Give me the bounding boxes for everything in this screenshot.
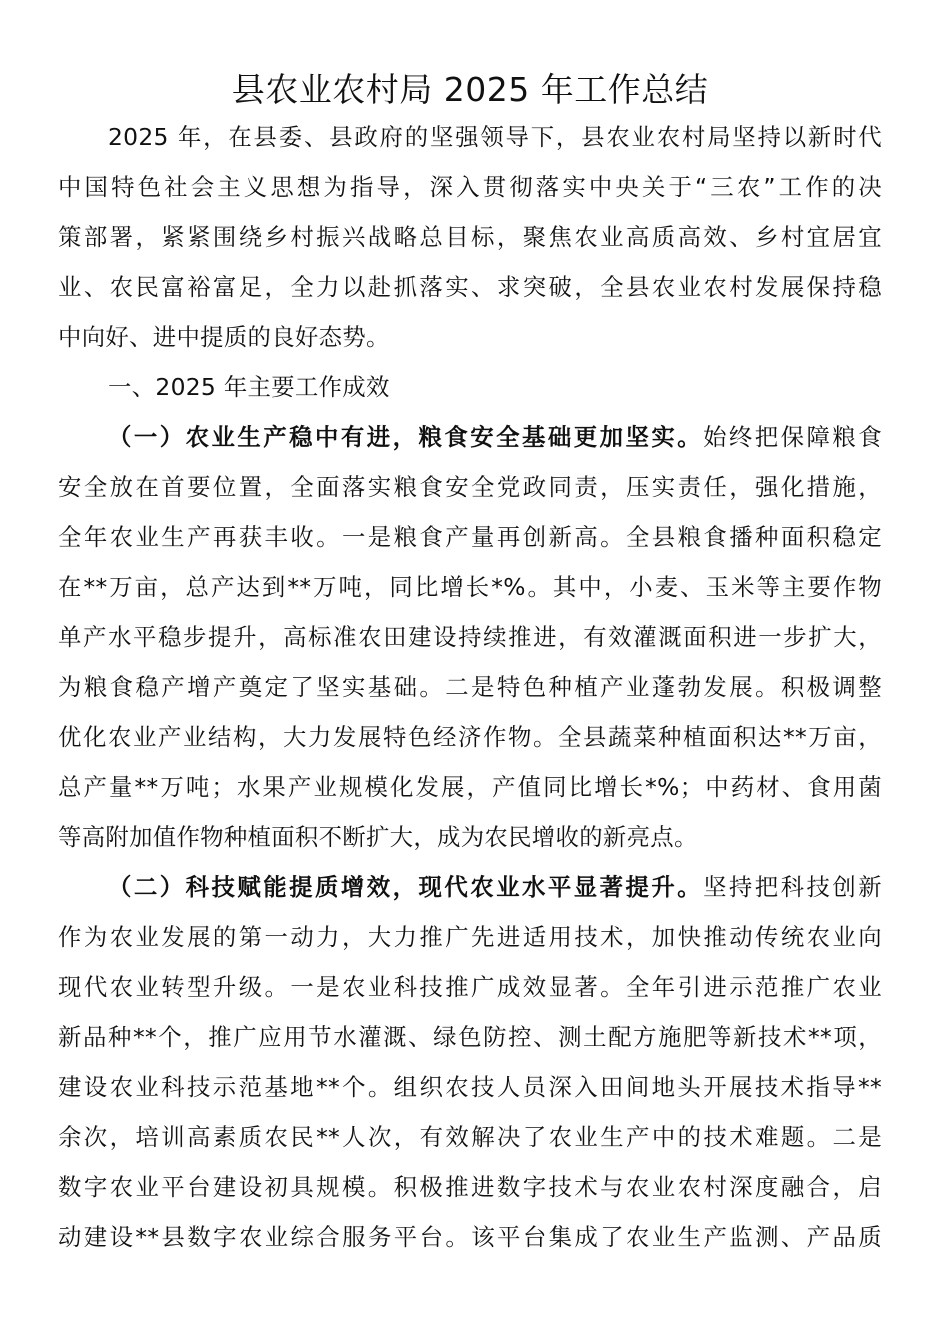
subsection-2-lead-text: 坚持把科技创新 — [703, 873, 882, 901]
text-line: 数字农业平台建设初具规模。积极推进数字技术与农业农村深度融合，启 — [58, 1173, 882, 1201]
subsection-2-heading: （二）科技赋能提质增效，现代农业水平显著提升。 — [108, 873, 704, 901]
subsection-1-paragraph — [58, 412, 882, 862]
text-line: 余次，培训高素质农民**人次，有效解决了农业生产中的技术难题。二是 — [58, 1123, 882, 1151]
text-line: 业、农民富裕富足，全力以赴抓落实、求突破，全县农业农村发展保持稳 — [58, 273, 882, 301]
subsection-1-lead-text: 始终把保障粮食 — [703, 423, 882, 451]
document-title: 县农业农村局 2025 年工作总结 — [231, 70, 709, 109]
text-line: 现代农业转型升级。一是农业科技推广成效显著。全年引进示范推广农业 — [58, 973, 882, 1001]
subsection-1-heading: （一）农业生产稳中有进，粮食安全基础更加坚实。 — [108, 423, 704, 451]
text-line: 优化农业产业结构，大力发展特色经济作物。全县蔬菜种植面积达**万亩， — [58, 723, 882, 751]
text-line: 安全放在首要位置，全面落实粮食安全党政同责，压实责任，强化措施， — [58, 473, 882, 501]
text-line: 中国特色社会主义思想为指导，深入贯彻落实中央关于“三农”工作的决 — [58, 173, 882, 201]
section-heading-1 — [58, 362, 882, 412]
text-line: 策部署，紧紧围绕乡村振兴战略总目标，聚焦农业高质高效、乡村宜居宜 — [58, 223, 882, 251]
text-line — [58, 862, 882, 912]
text-line: 等高附加值作物种植面积不断扩大，成为农民增收的新亮点。 — [58, 823, 698, 851]
text-line: 中向好、进中提质的良好态势。 — [58, 323, 390, 351]
text-line: 2025 年，在县委、县政府的坚强领导下，县农业农村局坚持以新时代 — [108, 123, 882, 151]
section-heading-text: 一、2025 年主要工作成效 — [108, 373, 390, 401]
text-line: 全年农业生产再获丰收。一是粮食产量再创新高。全县粮食播种面积稳定 — [58, 523, 882, 551]
text-line: 建设农业科技示范基地**个。组织农技人员深入田间地头开展技术指导** — [58, 1073, 882, 1101]
text-line: 作为农业发展的第一动力，大力推广先进适用技术，加快推动传统农业向 — [58, 923, 882, 951]
document-page — [58, 64, 882, 1262]
text-line: 单产水平稳步提升，高标准农田建设持续推进，有效灌溉面积进一步扩大， — [58, 623, 882, 651]
text-line — [58, 412, 882, 462]
subsection-2-paragraph — [58, 862, 882, 1262]
text-line: 在**万亩，总产达到**万吨，同比增长*%。其中，小麦、玉米等主要作物 — [58, 573, 882, 601]
text-line: 动建设**县数字农业综合服务平台。该平台集成了农业生产监测、产品质 — [58, 1223, 882, 1251]
intro-paragraph — [58, 112, 882, 362]
text-line: 新品种**个，推广应用节水灌溉、绿色防控、测土配方施肥等新技术**项， — [58, 1023, 882, 1051]
text-line: 为粮食稳产增产奠定了坚实基础。二是特色种植产业蓬勃发展。积极调整 — [58, 673, 882, 701]
text-line: 总产量**万吨；水果产业规模化发展，产值同比增长*%；中药材、食用菌 — [58, 773, 882, 801]
